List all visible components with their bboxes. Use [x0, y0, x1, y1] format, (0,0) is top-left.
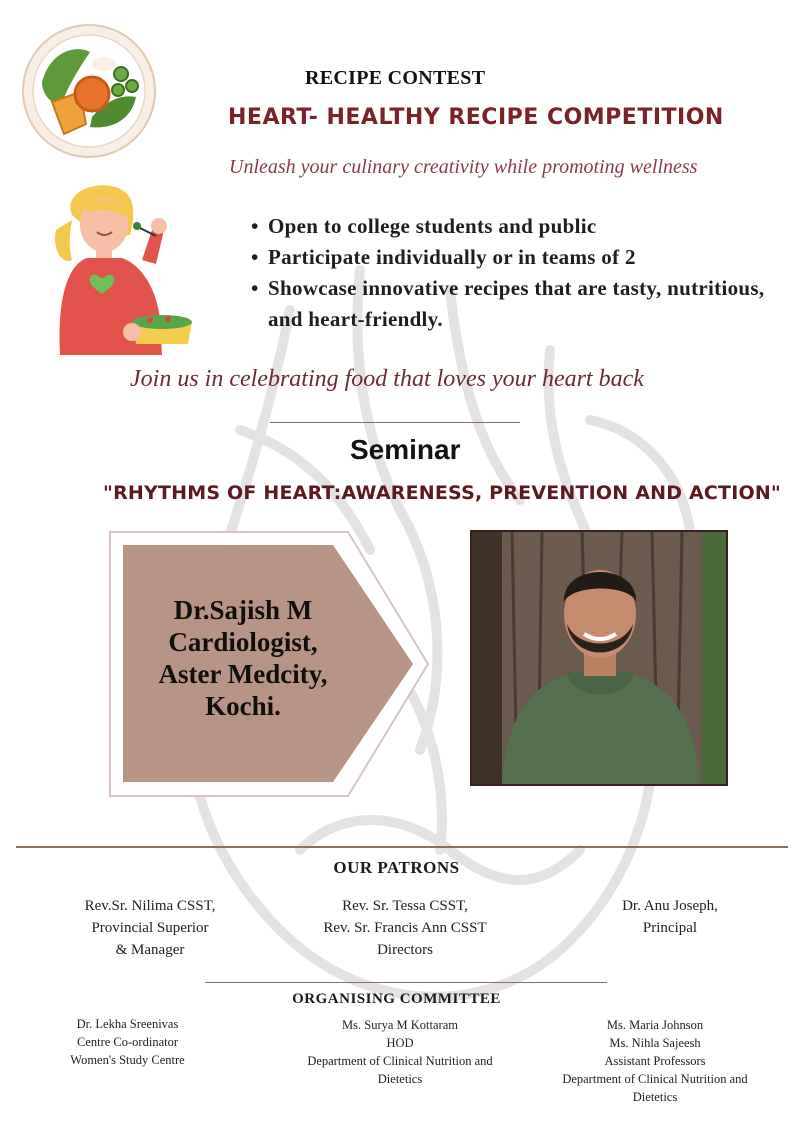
- patron-column: [285, 895, 525, 961]
- contest-details-list: [250, 211, 770, 335]
- patrons-heading: OUR PATRONS: [333, 858, 460, 877]
- committee-column: [280, 1016, 520, 1088]
- committee-line: Ms. Maria Johnson: [606, 1018, 704, 1032]
- speaker-portrait-image: [472, 532, 726, 784]
- committee-line: Ms. Nihla Sajeesh: [609, 1036, 701, 1050]
- committee-line: Dr. Lekha Sreenivas: [76, 1017, 179, 1031]
- committee-line: Department of Clinical Nutrition and: [307, 1054, 493, 1068]
- vegetable-plate-icon: [20, 22, 158, 160]
- contest-kicker: RECIPE CONTEST: [305, 67, 486, 89]
- speaker-name: Dr.Sajish M: [173, 595, 313, 625]
- speaker-role: Cardiologist,: [168, 627, 318, 657]
- patron-line: Directors: [377, 942, 433, 958]
- patron-column: [585, 895, 755, 939]
- patron-line: Dr. Anu Joseph,: [622, 898, 718, 914]
- competition-title: HEART- HEALTHY RECIPE COMPETITION: [228, 105, 724, 130]
- committee-line: Dietetics: [632, 1090, 678, 1104]
- join-us-line: Join us in celebrating food that loves your heart back: [130, 366, 644, 392]
- speaker-photo: [470, 530, 728, 786]
- committee-line: Department of Clinical Nutrition and: [562, 1072, 748, 1086]
- patron-line: Rev. Sr. Tessa CSST,: [342, 898, 468, 914]
- list-item: • Participate individually or in teams of 2: [250, 242, 770, 273]
- patron-line: Rev.Sr. Nilima CSST,: [84, 898, 216, 914]
- patron-line: Rev. Sr. Francis Ann CSST: [323, 920, 487, 936]
- committee-line: Centre Co-ordinator: [76, 1035, 178, 1049]
- speaker-hospital: Aster Medcity,: [158, 659, 328, 689]
- speaker-details: [123, 594, 363, 722]
- list-item: • Open to college students and public: [250, 211, 770, 242]
- divider: [270, 422, 520, 423]
- patron-line: Provincial Superior: [91, 920, 209, 936]
- committee-heading: ORGANISING COMMITTEE: [292, 991, 501, 1007]
- committee-line: Women's Study Centre: [70, 1053, 185, 1067]
- committee-column: [40, 1015, 215, 1069]
- patron-line: & Manager: [115, 942, 185, 958]
- patron-line: Principal: [642, 920, 698, 936]
- speaker-city: Kochi.: [205, 691, 281, 721]
- section-divider: [16, 846, 788, 848]
- committee-column: [540, 1016, 770, 1106]
- divider: [205, 982, 607, 983]
- tagline: Unleash your culinary creativity while promoting wellness: [229, 156, 698, 178]
- seminar-heading: Seminar: [350, 434, 461, 465]
- committee-line: Assistant Professors: [604, 1054, 706, 1068]
- seminar-title: "RHYTHMS OF HEART:AWARENESS, PREVENTION AND ACTION": [103, 482, 782, 504]
- list-item: • Showcase innovative recipes that are tasty, nutritious, and heart-friendly.: [250, 273, 770, 335]
- patron-column: [55, 895, 245, 961]
- girl-eating-salad-illustration: [42, 180, 202, 355]
- committee-line: Dietetics: [377, 1072, 423, 1086]
- committee-line: Ms. Surya M Kottaram: [342, 1018, 458, 1032]
- committee-line: HOD: [386, 1036, 414, 1050]
